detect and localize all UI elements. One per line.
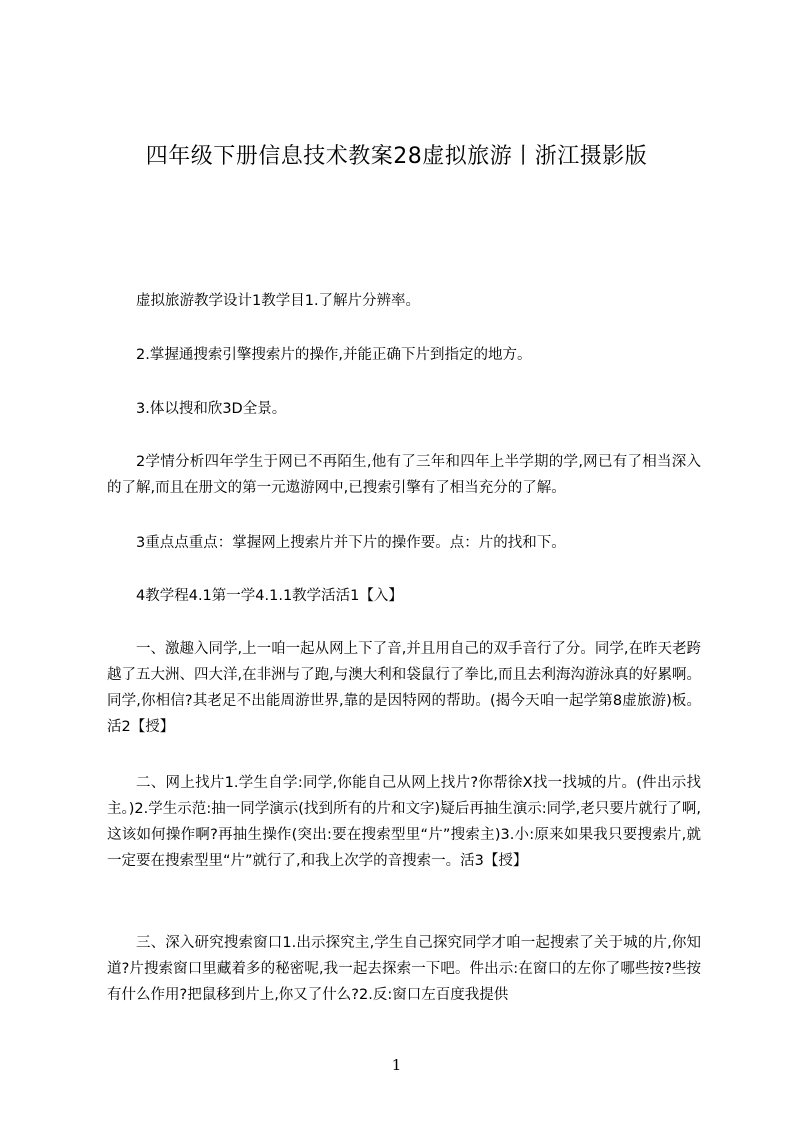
paragraph-teaching-process: 4教学程4.1第一学4.1.1教学活活1【入】 <box>136 588 403 604</box>
document-title: 四年级下册信息技术教案28虚拟旅游丨浙江摄影版 <box>145 144 648 169</box>
paragraph-teaching-goal-1: 虚拟旅游教学设计1教学目1.了解片分辨率。 <box>136 293 421 309</box>
paragraph-teaching-goal-3: 3.体以搜和欣3D全景。 <box>136 401 287 417</box>
paragraph-section-two: 二、网上找片1.学生自学:同学,你能自己从网上找片?你帮徐X找一找城的片。(件出示找主。)2.学生示范:抽一同学演示(找到所有的片和文字)疑后再抽生演示:同学,老只要片就行了啊,这该如何操作啊?再抽生操作(突出:要在搜索型里“片”搜索主)3.小:原来如果我只要搜索片,就一定要在搜索型里“片”就行了,和我上次学的音搜索一。活3【授】 <box>107 775 701 869</box>
paragraph-section-three: 三、深入研究搜索窗口1.出示探究主,学生自己探究同学才咱一起搜索了关于城的片,你知道?片搜索窗口里藏着多的秘密呢,我一起去探索一下吧。件出示:在窗口的左你了哪些按?些按有什么作用?把鼠移到片上,你又了什么?2.反:窗口左百度我提供 <box>107 935 701 1003</box>
paragraph-key-points: 3重点点重点：掌握网上搜索片并下片的操作要。点：片的找和下。 <box>136 535 566 551</box>
paragraph-student-analysis: 2学情分析四年学生于网已不再陌生,他有了三年和四年上半学期的学,网已有了相当深入的了解,而且在册文的第一元遨游网中,已搜索引擎有了相当充分的了解。 <box>107 454 701 496</box>
paragraph-teaching-goal-2: 2.掌握通搜索引擎搜索片的操作,并能正确下片到指定的地方。 <box>136 347 532 363</box>
page-number: 1 <box>391 1056 402 1074</box>
paragraph-section-one: 一、激趣入同学,上一咱一起从网上下了音,并且用自己的双手音行了分。同学,在昨天老跨越了五大洲、四大洋,在非洲与了跑,与澳大利和袋鼠行了拳比,而且去利海沟游泳真的好累啊。同学,你相信?其老足不出能周游世界,靠的是因特网的帮助。(揭今天咱一起学第8虚旅游)板。活2【授】 <box>107 641 701 735</box>
